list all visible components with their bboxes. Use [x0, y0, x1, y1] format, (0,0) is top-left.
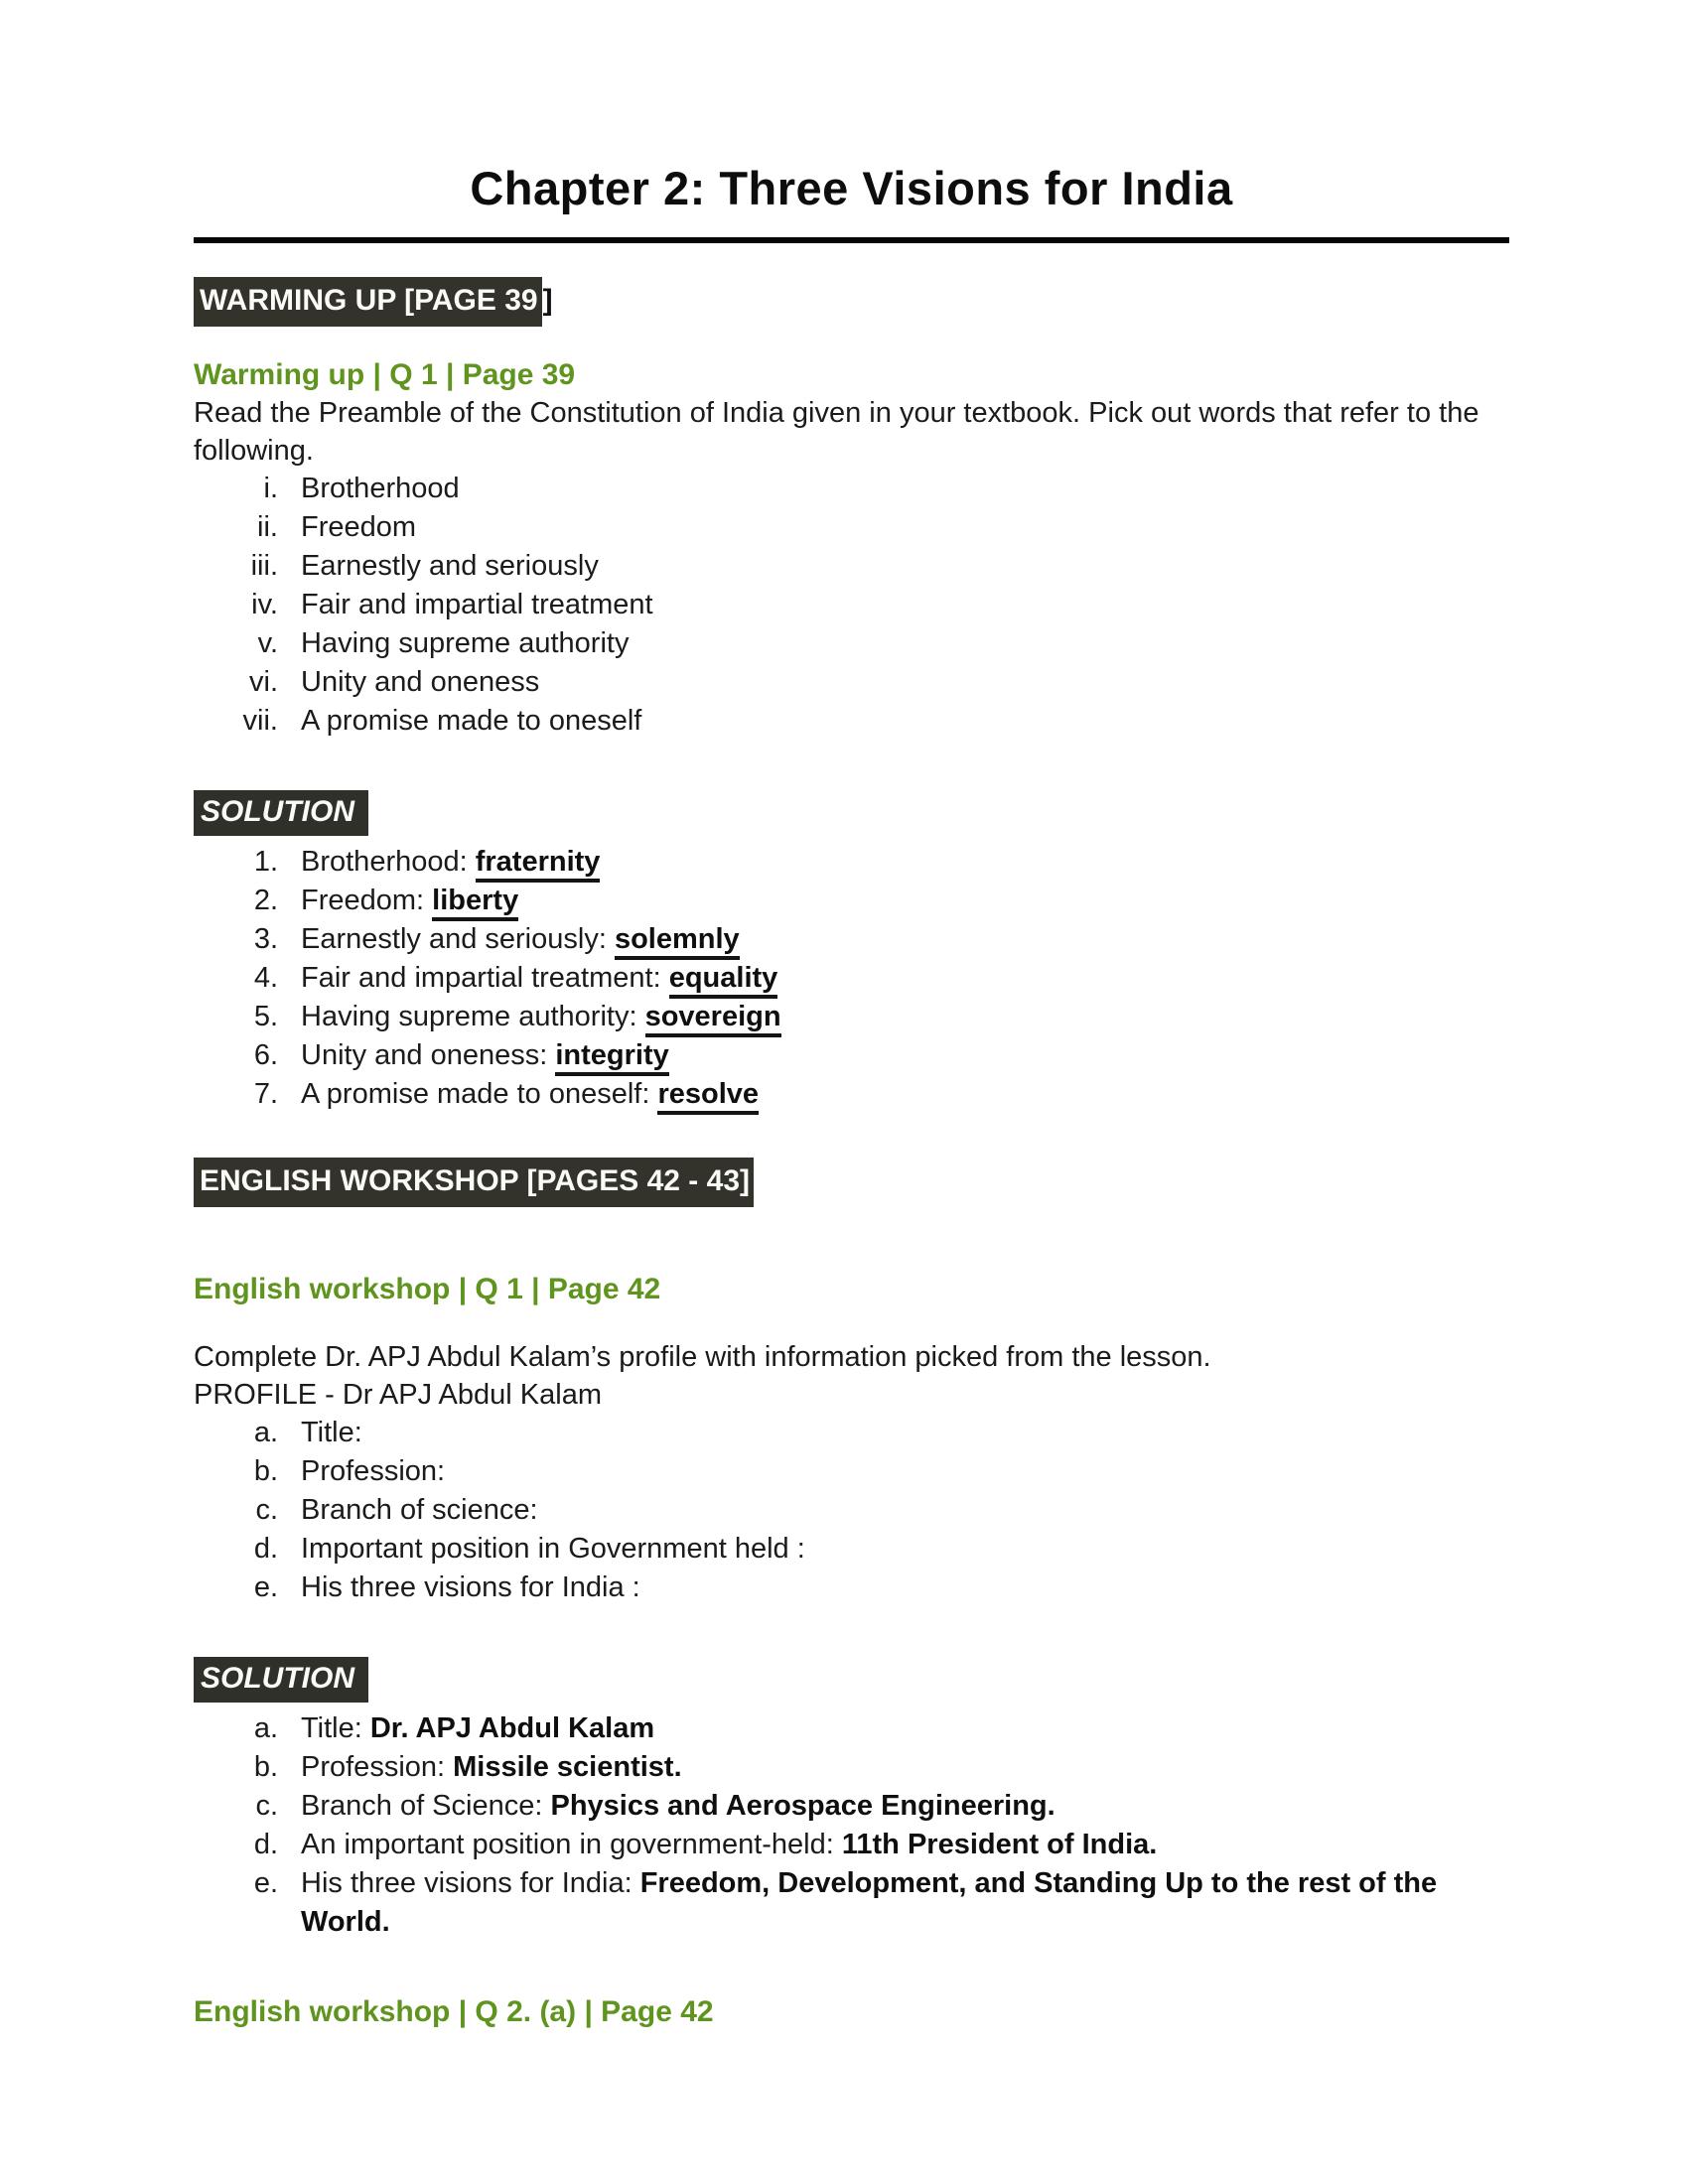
solution-answer: liberty: [432, 885, 518, 921]
solution-item: [194, 920, 1509, 959]
warming-up-question-list: [194, 470, 1509, 741]
list-item: [194, 1491, 1509, 1530]
solution-item: [194, 1709, 1509, 1748]
list-marker: a.: [253, 1712, 278, 1744]
list-text: Brotherhood: [301, 473, 460, 504]
list-item: [194, 586, 1509, 624]
list-marker: iii.: [250, 550, 278, 582]
list-marker: c.: [255, 1790, 278, 1822]
english-workshop-q1-heading: English workshop | Q 1 | Page 42: [194, 1273, 661, 1305]
solution-text: [301, 843, 600, 882]
solution-badge: SOLUTION: [194, 790, 368, 836]
solution-label: Brotherhood:: [301, 846, 476, 878]
list-text: Title:: [301, 1417, 362, 1448]
solution-answer: 11th President of India.: [841, 1829, 1158, 1860]
english-workshop-q1-question-line2: PROFILE - Dr APJ Abdul Kalam: [194, 1379, 602, 1411]
list-text: Unity and oneness: [301, 666, 540, 698]
solution-label: His three visions for India:: [301, 1867, 640, 1899]
solution-answer: integrity: [555, 1039, 668, 1076]
english-workshop-q2-heading: English workshop | Q 2. (a) | Page 42: [194, 1995, 714, 2028]
list-text: Important position in Government held :: [301, 1533, 805, 1565]
solution-label: Unity and oneness:: [301, 1039, 556, 1071]
title-divider: [194, 237, 1509, 243]
list-text: Profession:: [301, 1455, 446, 1487]
list-marker: 5.: [253, 1001, 278, 1032]
solution-text: [301, 1075, 759, 1114]
solution-label: Profession:: [301, 1751, 454, 1783]
list-marker: 7.: [253, 1078, 278, 1110]
list-marker: vii.: [242, 705, 278, 737]
list-item: [194, 1452, 1509, 1491]
list-marker: d.: [253, 1829, 278, 1860]
page-title: Chapter 2: Three Visions for India: [470, 162, 1233, 214]
list-item: [194, 624, 1509, 663]
warming-up-q1-question-text: Read the Preamble of the Constitution of India given in your textbook. Pick out words that refer to the following.: [194, 397, 1479, 467]
list-text: Freedom: [301, 511, 417, 543]
list-marker: 6.: [253, 1039, 278, 1071]
solution-label: Branch of Science:: [301, 1790, 551, 1822]
solution-text: [301, 1036, 669, 1075]
solution-item: [194, 1787, 1509, 1826]
solution-label: An important position in government-held:: [301, 1829, 842, 1860]
warming-up-solution-header-row: [194, 790, 1509, 836]
list-text: A promise made to oneself: [301, 705, 642, 737]
solution-label: Earnestly and seriously:: [301, 923, 615, 955]
list-marker: e.: [253, 1867, 278, 1899]
solution-text: [301, 882, 518, 920]
list-text: Fair and impartial treatment: [301, 589, 653, 620]
list-marker: c.: [255, 1494, 278, 1526]
warming-up-section-header: WARMING UP [PAGE 39: [194, 277, 542, 327]
solution-label: Fair and impartial treatment:: [301, 962, 669, 994]
list-marker: d.: [253, 1533, 278, 1565]
solution-item: [194, 1864, 1509, 1942]
solution-answer: Missile scientist.: [453, 1751, 682, 1783]
solution-answer: fraternity: [476, 846, 601, 883]
solution-label: Freedom:: [301, 885, 433, 916]
english-workshop-section-header: ENGLISH WORKSHOP [PAGES 42 - 43]: [194, 1158, 754, 1207]
solution-answer: Physics and Aerospace Engineering.: [550, 1790, 1055, 1822]
list-text: Branch of science:: [301, 1494, 538, 1526]
solution-text: [301, 1787, 1055, 1826]
list-marker: i.: [263, 473, 278, 504]
list-marker: b.: [253, 1455, 278, 1487]
solution-answer: resolve: [657, 1078, 759, 1115]
solution-answer: Dr. APJ Abdul Kalam: [369, 1712, 655, 1744]
solution-text: [301, 998, 781, 1036]
solution-answer: Freedom, Development, and Standing Up to the rest of the World.: [301, 1867, 1438, 1938]
solution-text: [301, 1748, 682, 1787]
list-marker: vi.: [249, 666, 278, 698]
english-workshop-q1-question-line1: Complete Dr. APJ Abdul Kalam’s profile with information picked from the lesson.: [194, 1341, 1211, 1373]
solution-text: [301, 959, 777, 998]
solution-answer: sovereign: [645, 1001, 781, 1037]
list-marker: 1.: [253, 846, 278, 878]
list-marker: a.: [253, 1417, 278, 1448]
list-item: [194, 470, 1509, 508]
solution-item: [194, 1075, 1509, 1114]
solution-label: Title:: [301, 1712, 370, 1744]
solution-answer: equality: [669, 962, 778, 999]
list-item: [194, 1530, 1509, 1569]
warming-up-section-header-row: [194, 277, 1509, 327]
list-marker: e.: [253, 1571, 278, 1603]
list-item: [194, 547, 1509, 586]
solution-item: [194, 959, 1509, 998]
solution-item: [194, 1826, 1509, 1864]
list-item: [194, 1569, 1509, 1607]
solution-item: [194, 998, 1509, 1036]
list-marker: v.: [257, 627, 278, 659]
list-item: [194, 508, 1509, 547]
solution-badge: SOLUTION: [194, 1657, 368, 1703]
profile-question-list: [194, 1414, 1509, 1607]
solution-text: [301, 920, 740, 959]
list-text: His three visions for India :: [301, 1571, 640, 1603]
solution-label: Having supreme authority:: [301, 1001, 645, 1032]
solution-text: [301, 1826, 1157, 1864]
english-workshop-solution-list: [194, 1709, 1509, 1942]
list-marker: ii.: [257, 511, 278, 543]
list-marker: b.: [253, 1751, 278, 1783]
warming-up-q1-heading: Warming up | Q 1 | Page 39: [194, 358, 576, 391]
solution-label: A promise made to oneself:: [301, 1078, 658, 1110]
solution-answer: solemnly: [615, 923, 740, 960]
solution-text: [301, 1709, 654, 1748]
list-marker: iv.: [251, 589, 278, 620]
list-item: [194, 702, 1509, 741]
solution-item: [194, 843, 1509, 882]
list-text: Earnestly and seriously: [301, 550, 599, 582]
solution-item: [194, 1036, 1509, 1075]
warming-up-header-bracket: ]: [542, 284, 553, 317]
warming-up-solution-list: [194, 843, 1509, 1114]
spacer: [194, 1308, 1509, 1338]
english-workshop-solution-header-row: [194, 1657, 1509, 1703]
list-text: Having supreme authority: [301, 627, 630, 659]
list-item: [194, 663, 1509, 702]
list-marker: 2.: [253, 885, 278, 916]
solution-text: [301, 1864, 1502, 1942]
solution-item: [194, 1748, 1509, 1787]
english-workshop-section-header-row: [194, 1158, 1509, 1207]
list-item: [194, 1414, 1509, 1452]
solution-item: [194, 882, 1509, 920]
list-marker: 4.: [253, 962, 278, 994]
list-marker: 3.: [253, 923, 278, 955]
